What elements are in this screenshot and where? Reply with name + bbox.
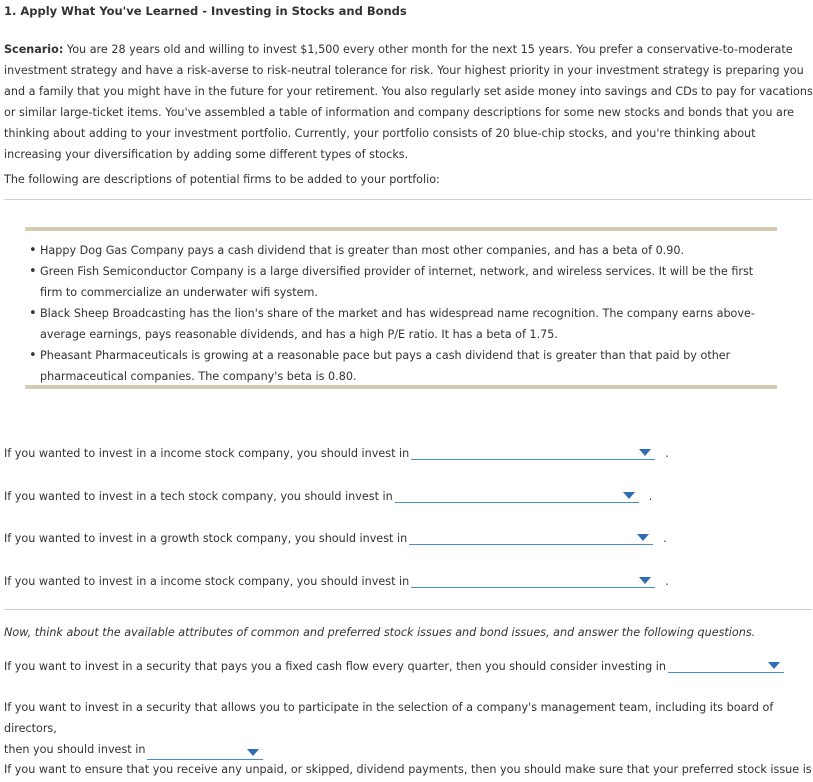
answer-dropdown-3[interactable] [409, 529, 653, 545]
divider [4, 609, 812, 610]
part2-intro: Now, think about the available attributes of common and preferred stock issues and bond issues, and answer the following questions. [4, 626, 756, 639]
question-text: If you wanted to invest in a tech stock company, you should invest in [4, 490, 393, 503]
chevron-down-icon[interactable] [768, 662, 780, 669]
chevron-down-icon[interactable] [247, 749, 259, 756]
question-suffix: . [665, 447, 669, 460]
question-3 [4, 529, 667, 545]
question-1 [4, 444, 669, 460]
question-suffix: . [663, 532, 667, 545]
firms-intro: The following are descriptions of potential firms to be added to your portfolio: [4, 173, 440, 186]
question-text: If you wanted to invest in a income stock company, you should invest in [4, 447, 410, 460]
answer-dropdown-2[interactable] [395, 487, 639, 503]
answer-dropdown-6[interactable] [147, 744, 263, 760]
firms-list [29, 240, 774, 387]
list-item: • Pheasant Pharmaceuticals is growing at a reasonable pace but pays a cash dividend that is greater than that paid by other pharmaceutical companies. The company's beta is 0.80. [29, 345, 774, 387]
chevron-down-icon[interactable] [639, 449, 651, 456]
divider [4, 199, 812, 200]
question-2 [4, 487, 652, 503]
question-text: If you want to ensure that you receive any unpaid, or skipped, dividend payments, then you should make sure that your preferred stock issue is [4, 763, 812, 776]
question-text: If you want to invest in a security that pays you a fixed cash flow every quarter, then you should consider investing in [4, 660, 666, 673]
answer-dropdown-5[interactable] [668, 657, 784, 673]
question-text: If you wanted to invest in a growth stock company, you should invest in [4, 532, 408, 545]
scenario-paragraph [4, 39, 813, 165]
question-suffix: . [665, 575, 669, 588]
answer-dropdown-4[interactable] [411, 572, 655, 588]
answer-dropdown-1[interactable] [411, 444, 655, 460]
question-7 [4, 763, 812, 776]
chevron-down-icon[interactable] [639, 577, 651, 584]
list-item: • Happy Dog Gas Company pays a cash dividend that is greater than most other companies, and has a beta of 0.90. [29, 240, 774, 261]
list-item: • Green Fish Semiconductor Company is a large diversified provider of internet, network, and wireless services. It will be the first firm to commercialize an underwater wifi system. [29, 261, 774, 303]
question-6-line2 [4, 739, 812, 760]
scenario-label: Scenario: [4, 43, 64, 56]
list-item: • Black Sheep Broadcasting has the lion's share of the market and has widespread name recognition. The company earns above-average earnings, pays reasonable dividends, and has a high P/E ratio. It has a beta of 1.75. [29, 303, 774, 345]
question-4 [4, 572, 669, 588]
page-title: 1. Apply What You've Learned - Investing in Stocks and Bonds [4, 4, 407, 18]
question-suffix: . [648, 490, 653, 503]
chevron-down-icon[interactable] [637, 534, 649, 541]
firms-box [25, 227, 777, 389]
question-5 [4, 657, 784, 673]
question-text: If you want to invest in a security that allows you to participate in the selection of a company's management team, including its board of directors, [4, 701, 774, 735]
scenario-text: You are 28 years old and willing to invest $1,500 every other month for the next 15 years. You prefer a conservative-to-moderate investment strategy and have a risk-averse to risk-neutral tolerance for risk. Your highest priority in your investment strategy is preparing you and a family that you might have in the future for your retirement. You also regularly set aside money into savings and CDs to pay for vacations or similar large-ticket items. You've assembled a table of information and company descriptions for some new stocks and bonds that you are thinking about adding to your investment portfolio. Currently, your portfolio consists of 20 blue-chip stocks, and you're thinking about increasing your diversification by adding some different types of stocks. [4, 43, 813, 161]
question-text: then you should invest in [4, 743, 146, 756]
chevron-down-icon[interactable] [623, 492, 635, 499]
question-text: If you wanted to invest in a income stock company, you should invest in [4, 575, 410, 588]
question-6 [4, 697, 812, 760]
